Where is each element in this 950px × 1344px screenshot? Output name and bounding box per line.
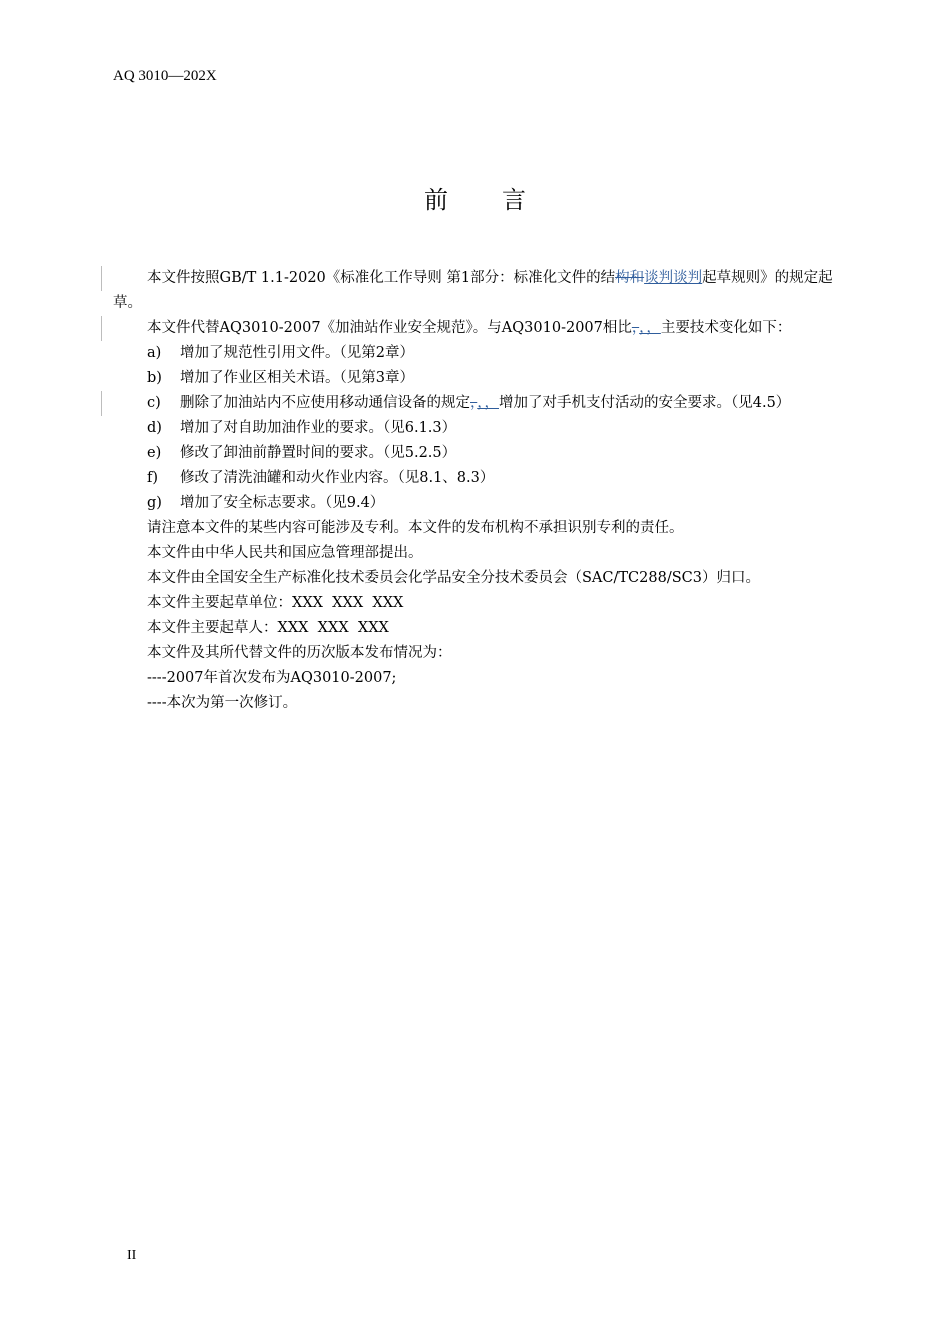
list-item: b) 增加了作业区相关术语。（见第3章） bbox=[147, 370, 414, 386]
inserted-text: 谈判谈判 bbox=[644, 270, 703, 286]
list-item: d) 增加了对自助加油作业的要求。（见6.1.3） bbox=[147, 420, 457, 436]
page-number: II bbox=[127, 1248, 137, 1263]
paragraph-drafters: 本文件主要起草人：XXX XXX XXX bbox=[147, 620, 389, 636]
list-item: f) 修改了清洗油罐和动火作业内容。（见8.1、8.3） bbox=[147, 470, 495, 486]
list-item: e) 修改了卸油前静置时间的要求。（见5.2.5） bbox=[147, 445, 457, 461]
document-code-header: AQ 3010—202X bbox=[113, 68, 217, 84]
document-body bbox=[113, 266, 859, 716]
list-item: a) 增加了规范性引用文件。（见第2章） bbox=[147, 345, 414, 361]
paragraph-replacement: 本文件代替AQ3010-2007《加油站作业安全规范》。与AQ3010-2007相比，，，主要技术变化如下： bbox=[113, 316, 859, 341]
paragraph-history-intro: 本文件及其所代替文件的历次版本发布情况为： bbox=[147, 645, 452, 661]
change-bar bbox=[101, 316, 102, 341]
section-title bbox=[0, 180, 950, 215]
change-bar bbox=[101, 391, 102, 416]
change-bar bbox=[101, 266, 102, 291]
list-item: c) 删除了加油站内不应使用移动通信设备的规定，，，增加了对手机支付活动的安全要求。（见4.5） bbox=[113, 391, 859, 416]
paragraph-history-current: ----本次为第一次修订。 bbox=[147, 695, 298, 711]
inserted-text: ，， bbox=[639, 320, 661, 336]
paragraph-committee: 本文件由全国安全生产标准化技术委员会化学品安全分技术委员会（SAC/TC288/SC3）归口。 bbox=[147, 570, 760, 586]
title-char-1: 前 bbox=[424, 186, 448, 214]
paragraph-drafting-units: 本文件主要起草单位：XXX XXX XXX bbox=[147, 595, 404, 611]
deleted-text: 构和 bbox=[615, 270, 645, 286]
paragraph-proposer: 本文件由中华人民共和国应急管理部提出。 bbox=[147, 545, 423, 561]
inserted-text: ，， bbox=[477, 395, 499, 411]
title-char-2: 言 bbox=[502, 186, 526, 214]
deleted-text: ， bbox=[631, 320, 640, 336]
deleted-text: ， bbox=[470, 395, 478, 411]
list-item: g) 增加了安全标志要求。（见9.4） bbox=[147, 495, 385, 511]
paragraph-patent-notice: 请注意本文件的某些内容可能涉及专利。本文件的发布机构不承担识别专利的责任。 bbox=[147, 520, 684, 536]
paragraph-drafting-rule: 本文件按照GB/T 1.1-2020《标准化工作导则 第1部分：标准化文件的结构和谈判谈判起草规则》的规定起草。 bbox=[113, 266, 859, 316]
paragraph-history-2007: ----2007年首次发布为AQ3010-2007; bbox=[147, 670, 397, 686]
